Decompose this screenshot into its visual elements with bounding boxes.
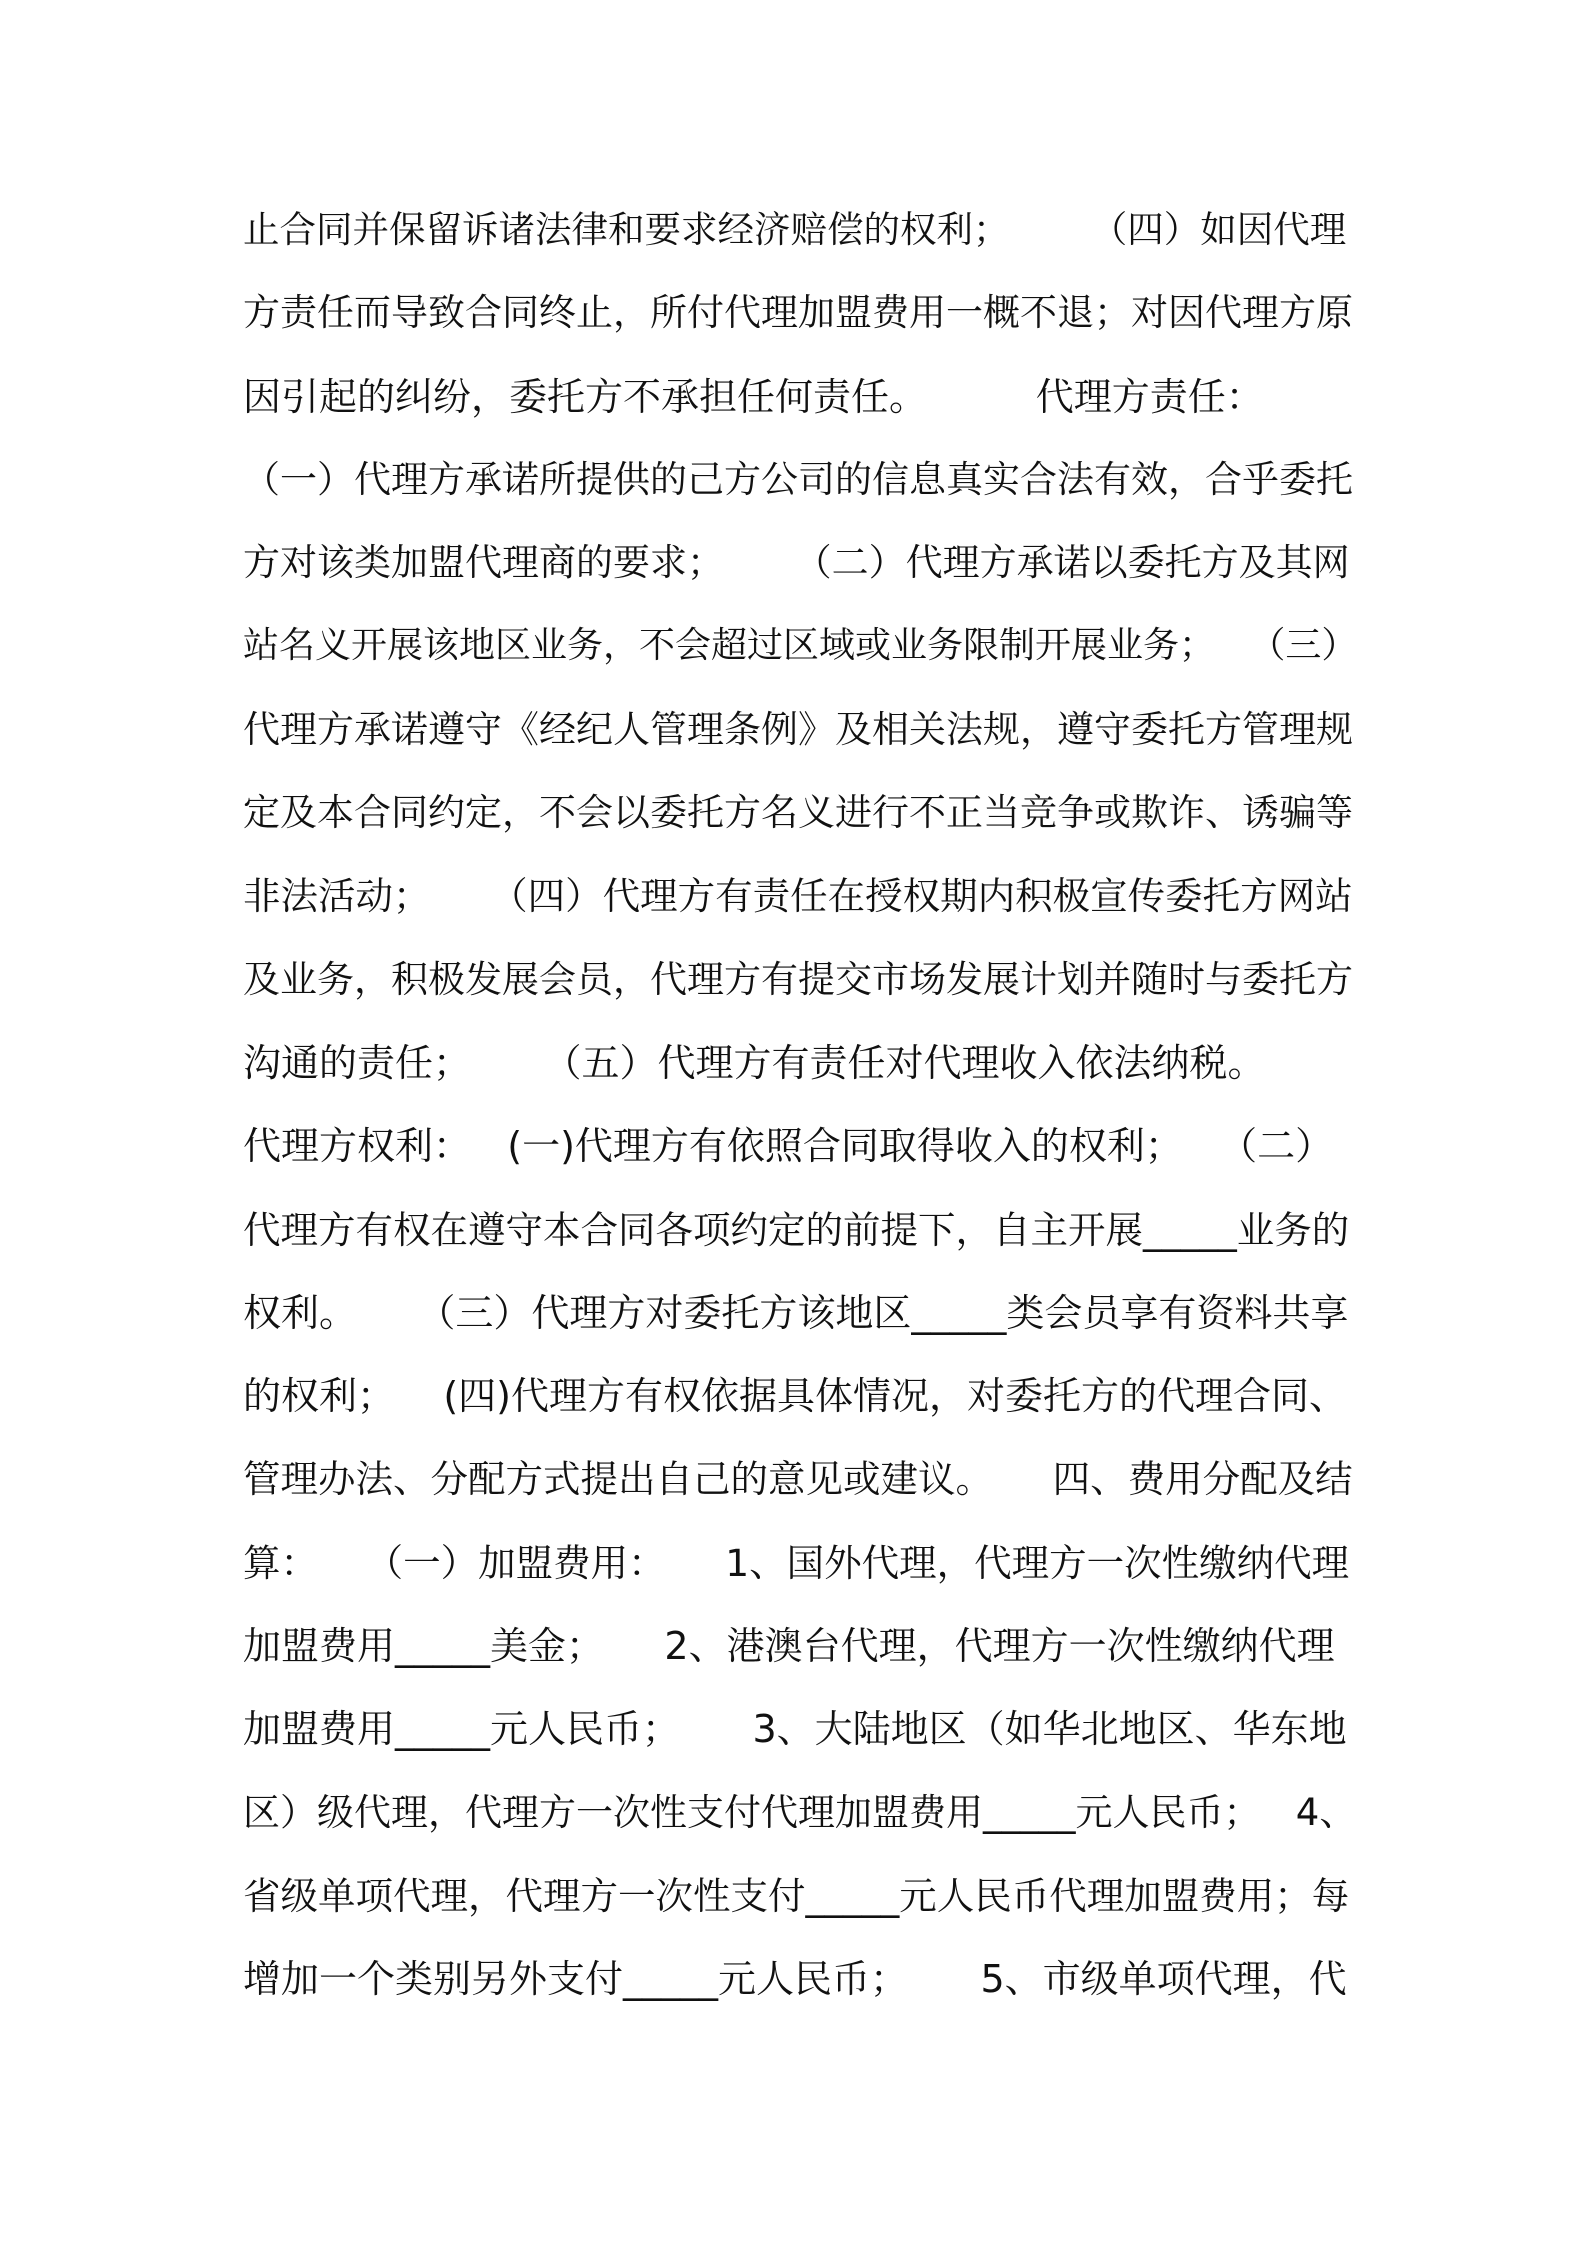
text-line: 的权利； (四)代理方有权依据具体情况，对委托方的代理合同、 (243, 1374, 1347, 1419)
contract-text-block (243, 200, 1360, 2033)
text-line: 代理方权利： (一)代理方有依照合同取得收入的权利； （二） (243, 1124, 1334, 1169)
text-line: （一）代理方承诺所提供的己方公司的信息真实合法有效，合乎委托 (243, 457, 1353, 501)
text-line: 代理方有权在遵守本合同各项约定的前提下，自主开展_____业务的 (243, 1207, 1350, 1252)
text-line: 区）级代理，代理方一次性支付代理加盟费用_____元人民币； 4、 (243, 1790, 1357, 1834)
text-line: 代理方承诺遵守《经纪人管理条例》及相关法规，遵守委托方管理规 (243, 707, 1353, 751)
text-line: 方责任而导致合同终止，所付代理加盟费用一概不退；对因代理方原 (243, 291, 1353, 335)
text-line: 止合同并保留诉诸法律和要求经济赔偿的权利； （四）如因代理 (243, 208, 1347, 251)
text-line: 非法活动； （四）代理方有责任在授权期内积极宣传委托方网站 (243, 874, 1353, 919)
text-line: 加盟费用_____元人民币； 3、大陆地区（如华北地区、华东地 (243, 1707, 1347, 1752)
text-line: 增加一个类别另外支付_____元人民币； 5、市级单项代理，代 (243, 1957, 1347, 2002)
text-line: 管理办法、分配方式提出自己的意见或建议。 四、费用分配及结 (243, 1457, 1353, 1502)
text-line: 算： （一）加盟费用： 1、国外代理，代理方一次性缴纳代理 (243, 1540, 1350, 1585)
text-line: 因引起的纠纷，委托方不承担任何责任。 代理方责任： (243, 374, 1264, 419)
text-line: 权利。 （三）代理方对委托方该地区_____类会员享有资料共享 (243, 1290, 1349, 1335)
text-line: 方对该类加盟代理商的要求； （二）代理方承诺以委托方及其网 (243, 541, 1350, 585)
text-line: 及业务，积极发展会员，代理方有提交市场发展计划并随时与委托方 (243, 957, 1353, 1001)
text-line: 沟通的责任； （五）代理方有责任对代理收入依法纳税。 (243, 1040, 1266, 1085)
text-line: 定及本合同约定，不会以委托方名义进行不正当竞争或欺诈、诱骗等 (243, 791, 1353, 835)
text-line: 站名义开展该地区业务，不会超过区域或业务限制开展业务； （三） (243, 625, 1358, 667)
text-line: 加盟费用_____美金； 2、港澳台代理，代理方一次性缴纳代理 (243, 1624, 1335, 1669)
text-line: 省级单项代理，代理方一次性支付_____元人民币代理加盟费用；每 (243, 1873, 1350, 1918)
